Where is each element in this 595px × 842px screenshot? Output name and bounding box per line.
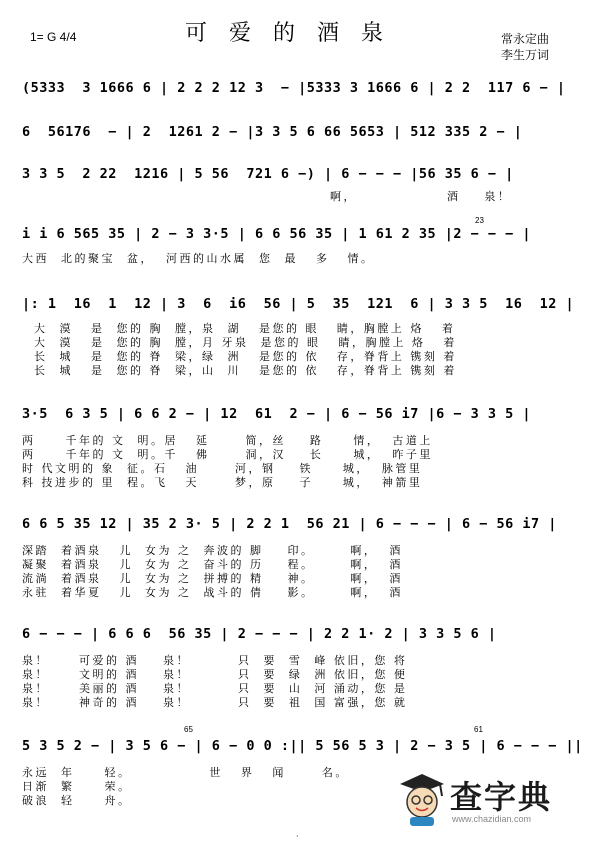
measure-mark-3: 61 [474,725,483,734]
mascot-icon [396,770,448,828]
lyric-line-9c: 破浪 轻 舟。 [22,794,132,807]
music-line-1: (5333 3 1666 6 | 2 2 2 12 3 − |5333 3 1666 6 | 2 2 117 6 − | [22,80,566,96]
song-title: 可爱的酒泉 [185,21,406,46]
lyric-line-9b: 日渐 繁 荣。 [22,780,132,793]
lyric-line-6c: 时 代文明的 象 征。石 油 河，钢 铁 城， 脉管里 [22,462,423,475]
lyric-line-7a: 深踏 着酒泉 儿 女为 之 奔波的 脚 印。 啊， 酒 [22,544,403,557]
measure-mark-2: 65 [184,725,193,734]
lyric-line-5c: 长 城 是 您的 脊 梁，绿 洲 是您的 依 存，脊背上 镌刻 着 [34,350,457,363]
lyric-line-8c: 泉！ 美丽的 酒 泉！ 只 要 山 河 涌动，您 是 [22,682,408,695]
lyric-line-6b: 两 千年的 文 明。千 佛 洞，汉 长 城， 昨子里 [22,448,433,461]
lyric-line-5d: 长 城 是 您的 脊 梁，山 川 是您的 依 存，脊背上 镌刻 着 [34,364,457,377]
measure-mark-1: 23 [475,216,484,225]
composer-credit: 常永定曲 [501,32,550,46]
music-line-6: 3·5 6 3 5 | 6 6 2 − | 12 61 2 − | 6 − 56 i7 |6 − 3 3 5 | [22,406,532,422]
lyric-line-7d: 永驻 着华夏 儿 女为 之 战斗的 倩 影。 啊， 酒 [22,586,403,599]
lyric-line-7c: 流淌 着酒泉 儿 女为 之 拼搏的 精 神。 啊， 酒 [22,572,403,585]
logo-text: 查字典 [450,778,553,816]
lyric-line-8b: 泉！ 文明的 酒 泉！ 只 要 绿 洲 依旧，您 便 [22,668,408,681]
lyric-line-3: 啊， 酒 泉！ [330,190,512,203]
lyric-line-6a: 两 千年的 文 明。居 延 简，丝 路 情， 古道上 [22,434,433,447]
lyric-line-7b: 凝聚 着酒泉 儿 女为 之 奋斗的 历 程。 啊， 酒 [22,558,403,571]
lyric-line-9a: 永远 年 轻。 世 界 闻 名。 [22,766,349,779]
lyric-line-8a: 泉！ 可爱的 酒 泉！ 只 要 雪 峰 依旧，您 将 [22,654,408,667]
lyric-line-5b: 大 漠 是 您的 胸 膛，月 牙泉 是您的 眼 睛，胸膛上 烙 着 [34,336,457,349]
site-logo [388,766,588,832]
music-line-3: 3 3 5 2 22 1216 | 5 56 721 6 −) | 6 − − − |56 35 6 − | [22,166,514,182]
music-line-5: |: 1 16 1 12 | 3 6 i6 56 | 5 35 121 6 | 3 3 5 16 12 | [22,296,575,312]
music-line-7: 6 6 5 35 12 | 35 2 3· 5 | 2 2 1 56 21 | 6 − − − | 6 − 56 i7 | [22,516,557,532]
lyricist-credit: 李生万词 [501,48,550,62]
lyric-line-8d: 泉！ 神奇的 酒 泉！ 只 要 祖 国 富强，您 就 [22,696,408,709]
logo-url: www.chazidian.com [452,814,532,824]
lyric-line-4: 大西 北的聚宝 盆， 河西的山水属 您 最 多 情。 [22,252,375,265]
music-line-2: 6 56176 − | 2 1261 2 − |3 3 5 6 66 5653 | 512 335 2 − | [22,124,523,140]
lyric-line-6d: 科 技进步的 里 程。飞 天 梦，原 子 城， 神箭里 [22,476,423,489]
key-signature: 1= G 4/4 [30,30,77,44]
page-mark: · [296,832,299,841]
music-line-9: 5 3 5 2 − | 3 5 6 − | 6 − 0 0 :|| 5 56 5 3 | 2 − 3 5 | 6 − − − || [22,738,583,754]
music-line-8: 6 − − − | 6 6 6 56 35 | 2 − − − | 2 2 1· 2 | 3 3 5 6 | [22,626,497,642]
lyric-line-5a: 大 漠 是 您的 胸 膛，泉 湖 是您的 眼 睛，胸膛上 烙 着 [34,322,456,335]
music-line-4: i i 6 565 35 | 2 − 3 3·5 | 6 6 56 35 | 1 61 2 35 |2 − − − | [22,226,532,242]
